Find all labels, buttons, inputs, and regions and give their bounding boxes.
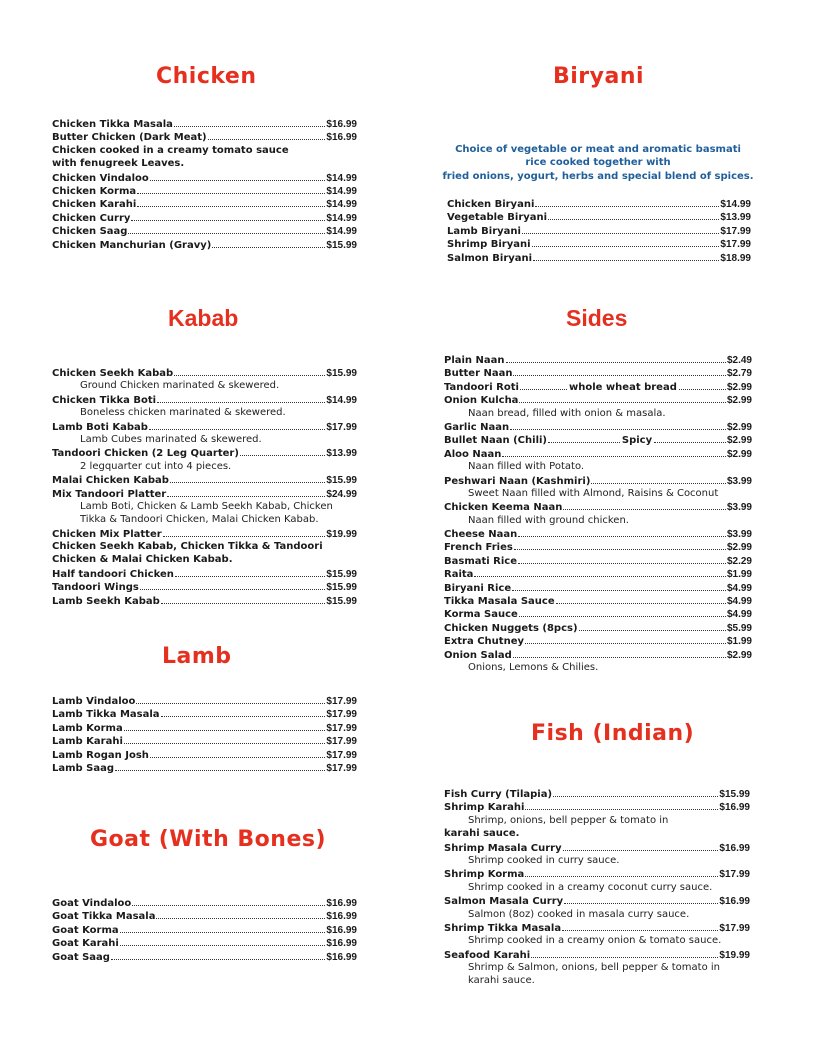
item-price: $4.99 — [726, 582, 752, 594]
item-name: Lamb Saag — [52, 762, 115, 774]
item-name: Lamb Korma — [52, 722, 123, 734]
item-price: $2.99 — [726, 421, 752, 433]
dot-leader — [157, 393, 325, 403]
item-name: Chicken Keema Naan — [444, 502, 563, 514]
item-description: Tikka & Tandoori Chicken, Malai Chicken Kabab. — [80, 514, 319, 526]
biryani-intro-line: Choice of vegetable or meat and aromatic basmati — [455, 144, 741, 155]
menu-item — [52, 734, 357, 747]
dot-leader — [111, 950, 325, 960]
dot-leader — [512, 581, 726, 591]
item-note: Spicy — [621, 435, 653, 447]
chicken-title: Chicken — [156, 64, 257, 89]
dot-leader — [553, 787, 718, 797]
menu-item — [52, 473, 357, 486]
lamb-menu — [52, 694, 357, 774]
item-name: Onion Salad — [444, 649, 512, 661]
item-name: Butter Chicken (Dark Meat) — [52, 132, 207, 144]
item-price: $17.99 — [326, 736, 357, 748]
dot-leader — [562, 921, 718, 931]
item-price: $15.99 — [326, 568, 357, 580]
item-name: Cheese Naan — [444, 529, 518, 541]
dot-leader — [548, 210, 719, 220]
menu-item — [444, 841, 750, 854]
item-price: $15.99 — [326, 582, 357, 594]
item-name: Shrimp Masala Curry — [444, 842, 562, 854]
dot-leader — [564, 894, 718, 904]
menu-item — [52, 909, 357, 922]
menu-item — [52, 896, 357, 909]
menu-item — [52, 130, 357, 143]
dot-leader — [137, 197, 325, 207]
item-price: $16.99 — [326, 938, 357, 950]
menu-item — [52, 527, 357, 540]
menu-item — [444, 380, 752, 393]
item-name: Fish Curry (Tilapia) — [444, 789, 553, 800]
menu-item — [52, 211, 357, 224]
menu-item — [444, 867, 750, 880]
item-name: Basmati Rice — [444, 555, 518, 567]
goat-title: Goat (With Bones) — [90, 827, 327, 852]
item-price: $19.99 — [326, 528, 357, 540]
menu-item — [447, 237, 751, 250]
dot-leader — [556, 594, 726, 604]
menu-item — [444, 800, 750, 813]
menu-item — [52, 923, 357, 936]
dot-leader — [132, 896, 325, 906]
item-description: Lamb Cubes marinated & skewered. — [80, 433, 262, 445]
menu-item — [52, 117, 357, 130]
item-description: Chicken Seekh Kabab, Chicken Tikka & Tandoori — [52, 541, 323, 553]
item-name: Lamb Vindaloo — [52, 696, 136, 707]
item-name: Tandoori Roti — [444, 381, 519, 393]
item-description: Chicken cooked in a creamy tomato sauce — [52, 144, 289, 156]
item-price: $19.99 — [719, 949, 750, 961]
item-name: Onion Kulcha — [444, 395, 519, 407]
item-price: $14.99 — [326, 185, 357, 197]
item-description: Ground Chicken marinated & skewered. — [80, 380, 280, 392]
biryani-intro-line: rice cooked together with — [525, 157, 671, 169]
item-name: Extra Chutney — [444, 636, 524, 648]
item-name: Tikka Masala Sauce — [444, 596, 555, 608]
item-price: $15.99 — [326, 595, 357, 607]
menu-item — [444, 607, 752, 620]
item-price: $17.99 — [326, 421, 357, 433]
menu-item — [444, 921, 750, 934]
item-price: $5.99 — [726, 622, 752, 634]
item-description: Shrimp & Salmon, onions, bell pepper & tomato in — [468, 962, 720, 974]
dot-leader — [563, 841, 719, 851]
item-price: $2.99 — [726, 448, 752, 460]
item-name: Chicken Curry — [52, 212, 131, 224]
menu-item — [52, 393, 357, 406]
dot-leader — [679, 380, 726, 390]
item-description: Naan bread, filled with onion & masala. — [468, 407, 666, 419]
dot-leader — [531, 948, 718, 958]
dot-leader — [563, 500, 726, 510]
dot-leader — [161, 594, 326, 604]
dot-leader — [654, 433, 726, 443]
item-price: $15.99 — [326, 368, 357, 379]
menu-item — [444, 366, 752, 379]
goat-menu — [52, 896, 357, 963]
kabab-menu — [52, 366, 357, 607]
dot-leader — [124, 734, 326, 744]
item-price: $3.99 — [726, 475, 752, 487]
item-name: Half tandoori Chicken — [52, 568, 174, 580]
item-name: Goat Korma — [52, 924, 119, 936]
menu-item — [444, 433, 752, 446]
dot-leader — [519, 393, 726, 403]
item-name: Shrimp Biryani — [447, 239, 531, 251]
item-description: Boneless chicken marinated & skewered. — [80, 407, 286, 419]
item-name: Chicken Tikka Masala — [52, 119, 173, 130]
lamb-title: Lamb — [162, 644, 232, 669]
menu-item — [444, 567, 752, 580]
dot-leader — [591, 474, 726, 484]
dot-leader — [131, 211, 325, 221]
item-price: $2.49 — [726, 355, 752, 366]
item-price: $16.99 — [326, 132, 357, 144]
item-price: $17.99 — [719, 869, 750, 881]
menu-item — [52, 197, 357, 210]
item-price: $16.99 — [326, 911, 357, 923]
dot-leader — [520, 380, 567, 390]
item-name: Malai Chicken Kabab — [52, 475, 169, 487]
dot-leader — [120, 936, 326, 946]
menu-item — [444, 554, 752, 567]
dot-leader — [522, 224, 719, 234]
menu-item — [52, 936, 357, 949]
menu-item — [52, 224, 357, 237]
item-description: Chicken & Malai Chicken Kabab. — [52, 554, 233, 566]
dot-leader — [513, 366, 725, 376]
item-description: Naan filled with Potato. — [468, 461, 585, 473]
item-price: $16.99 — [326, 951, 357, 963]
item-price: $2.99 — [726, 542, 752, 554]
menu-item — [52, 366, 357, 379]
menu-item — [52, 171, 357, 184]
item-name: Korma Sauce — [444, 609, 518, 621]
dot-leader — [175, 567, 326, 577]
item-name: Salmon Biryani — [447, 252, 533, 264]
sides-title: Sides — [566, 305, 628, 331]
fish-title: Fish (Indian) — [531, 721, 695, 746]
item-name: Raita — [444, 569, 474, 581]
menu-item — [444, 393, 752, 406]
biryani-title: Biryani — [553, 64, 645, 89]
item-note: whole wheat bread — [569, 381, 677, 393]
item-price: $3.99 — [726, 529, 752, 541]
dot-leader — [149, 420, 325, 430]
item-price: $15.99 — [326, 239, 357, 251]
dot-leader — [548, 433, 620, 443]
item-price: $14.99 — [326, 212, 357, 224]
menu-item — [444, 948, 750, 961]
menu-item — [444, 634, 752, 647]
item-description: Salmon (8oz) cooked in masala curry sauce. — [468, 908, 690, 920]
dot-leader — [167, 487, 325, 497]
dot-leader — [532, 237, 720, 247]
menu-item — [444, 447, 752, 460]
item-price: $4.99 — [726, 596, 752, 608]
item-price: $13.99 — [326, 448, 357, 460]
dot-leader — [137, 184, 325, 194]
menu-item — [444, 353, 752, 366]
item-price: $17.99 — [326, 722, 357, 734]
dot-leader — [150, 171, 326, 181]
dot-leader — [174, 117, 325, 127]
item-description: karahi sauce. — [468, 975, 535, 987]
item-name: Chicken Mix Platter — [52, 528, 162, 540]
item-name: Lamb Seekh Kabab — [52, 595, 160, 607]
biryani-intro-line: fried onions, yogurt, herbs and special blend of spices. — [442, 170, 754, 182]
dot-leader — [506, 353, 726, 363]
item-name: Lamb Tikka Masala — [52, 709, 160, 721]
item-name: Salmon Masala Curry — [444, 896, 564, 908]
item-price: $2.99 — [726, 381, 752, 393]
item-name: Tandoori Chicken (2 Leg Quarter) — [52, 448, 239, 460]
item-name: Lamb Rogan Josh — [52, 749, 149, 761]
item-name: Chicken Saag — [52, 226, 128, 238]
menu-item — [444, 621, 752, 634]
item-name: Goat Tikka Masala — [52, 911, 156, 923]
item-price: $3.99 — [726, 502, 752, 514]
biryani-intro — [440, 143, 756, 183]
dot-leader — [579, 621, 726, 631]
dot-leader — [115, 761, 325, 771]
item-name: Butter Naan — [444, 368, 513, 380]
menu-item — [52, 761, 357, 774]
dot-leader — [510, 420, 726, 430]
item-name: Chicken Manchurian (Gravy) — [52, 239, 212, 251]
menu-item — [52, 950, 357, 963]
dot-leader — [525, 800, 718, 810]
menu-item — [444, 648, 752, 661]
menu-item — [447, 251, 751, 264]
dot-leader — [519, 607, 726, 617]
menu-item — [444, 787, 750, 800]
item-price: $17.99 — [326, 696, 357, 707]
item-price: $14.99 — [326, 394, 357, 406]
dot-leader — [518, 554, 726, 564]
item-price: $17.99 — [719, 922, 750, 934]
item-name: Chicken Seekh Kabab — [52, 368, 174, 379]
item-name: Lamb Karahi — [52, 736, 123, 748]
item-price: $17.99 — [326, 762, 357, 774]
menu-item — [444, 594, 752, 607]
dot-leader — [513, 648, 726, 658]
item-name: Peshwari Naan (Kashmiri) — [444, 475, 591, 487]
item-description: Shrimp cooked in a creamy coconut curry sauce. — [468, 881, 713, 893]
menu-item — [447, 224, 751, 237]
dot-leader — [533, 251, 719, 261]
item-name: Chicken Biryani — [447, 199, 535, 210]
item-name: Chicken Nuggets (8pcs) — [444, 622, 578, 634]
item-name: Seafood Karahi — [444, 949, 531, 961]
item-price: $17.99 — [720, 225, 751, 237]
item-price: $14.99 — [326, 172, 357, 184]
item-name: Biryani Rice — [444, 582, 512, 594]
menu-item — [52, 748, 357, 761]
dot-leader — [240, 446, 326, 456]
dot-leader — [208, 130, 326, 140]
item-description: Sweet Naan filled with Almond, Raisins & Coconut — [468, 487, 719, 499]
dot-leader — [518, 527, 726, 537]
item-price: $24.99 — [326, 488, 357, 500]
menu-item — [52, 238, 357, 251]
item-name: Lamb Boti Kabab — [52, 421, 148, 433]
menu-item — [52, 184, 357, 197]
menu-item — [52, 594, 357, 607]
item-description: Lamb Boti, Chicken & Lamb Seekh Kabab, Chicken — [80, 500, 333, 512]
dot-leader — [502, 447, 726, 457]
dot-leader — [163, 527, 326, 537]
item-price: $2.79 — [726, 368, 752, 380]
item-name: Goat Vindaloo — [52, 898, 132, 909]
item-description: Shrimp, onions, bell pepper & tomato in — [468, 814, 669, 826]
item-name: Chicken Korma — [52, 185, 137, 197]
menu-item — [52, 446, 357, 459]
biryani-menu — [447, 197, 751, 264]
item-name: Garlic Naan — [444, 421, 510, 433]
item-price: $14.99 — [326, 199, 357, 211]
menu-item — [52, 721, 357, 734]
item-name: Tandoori Wings — [52, 582, 139, 594]
dot-leader — [124, 721, 326, 731]
item-price: $16.99 — [719, 802, 750, 814]
menu-item — [52, 420, 357, 433]
item-price: $14.99 — [720, 199, 751, 210]
item-name: French Fries — [444, 542, 513, 554]
item-price: $2.99 — [726, 395, 752, 407]
item-name: Bullet Naan (Chili) — [444, 435, 547, 447]
menu-item — [52, 707, 357, 720]
item-price: $17.99 — [326, 709, 357, 721]
item-price: $2.29 — [726, 555, 752, 567]
dot-leader — [174, 366, 325, 376]
item-price: $17.99 — [326, 749, 357, 761]
menu-item — [444, 540, 752, 553]
dot-leader — [514, 540, 726, 550]
item-price: $2.99 — [726, 649, 752, 661]
item-name: Mix Tandoori Platter — [52, 488, 167, 500]
menu-item — [444, 420, 752, 433]
menu-item — [52, 487, 357, 500]
sides-menu — [444, 353, 752, 674]
item-price: $17.99 — [720, 239, 751, 251]
menu-item — [52, 694, 357, 707]
menu-item — [444, 474, 752, 487]
menu-item — [52, 567, 357, 580]
item-price: $16.99 — [326, 119, 357, 130]
item-price: $16.99 — [719, 896, 750, 908]
dot-leader — [474, 567, 726, 577]
item-description: 2 legquarter cut into 4 pieces. — [80, 460, 232, 472]
dot-leader — [120, 923, 326, 933]
item-price: $4.99 — [726, 609, 752, 621]
item-name: Vegetable Biryani — [447, 212, 548, 224]
item-description: Onions, Lemons & Chilies. — [468, 661, 599, 673]
item-description: Naan filled with ground chicken. — [468, 514, 629, 526]
item-description: with fenugreek Leaves. — [52, 158, 185, 170]
item-description: Shrimp cooked in curry sauce. — [468, 854, 620, 866]
item-price: $15.99 — [326, 475, 357, 487]
item-price: $13.99 — [720, 212, 751, 224]
item-price: $1.99 — [726, 636, 752, 648]
menu-item — [447, 197, 751, 210]
dot-leader — [170, 473, 325, 483]
item-name: Lamb Biryani — [447, 225, 521, 237]
dot-leader — [140, 580, 326, 590]
chicken-menu — [52, 117, 357, 251]
kabab-title: Kabab — [168, 305, 239, 331]
item-name: Shrimp Korma — [444, 869, 525, 881]
item-price: $1.99 — [726, 569, 752, 581]
item-price: $2.99 — [726, 435, 753, 447]
item-price: $15.99 — [719, 789, 750, 800]
item-price: $18.99 — [720, 252, 751, 264]
menu-item — [447, 210, 751, 223]
dot-leader — [525, 867, 718, 877]
item-description: karahi sauce. — [444, 828, 520, 840]
menu-item — [444, 527, 752, 540]
item-name: Chicken Tikka Boti — [52, 394, 157, 406]
item-price: $14.99 — [326, 226, 357, 238]
item-name: Goat Karahi — [52, 938, 119, 950]
item-name: Plain Naan — [444, 355, 505, 366]
dot-leader — [150, 748, 325, 758]
item-name: Chicken Karahi — [52, 199, 137, 211]
fish-menu — [444, 787, 750, 988]
dot-leader — [156, 909, 325, 919]
dot-leader — [535, 197, 719, 207]
item-price: $16.99 — [326, 898, 357, 909]
item-name: Aloo Naan — [444, 448, 502, 460]
menu-item — [444, 581, 752, 594]
menu-item — [444, 894, 750, 907]
item-price: $16.99 — [719, 842, 750, 854]
item-price: $16.99 — [326, 924, 357, 936]
item-description: Shrimp cooked in a creamy onion & tomato sauce. — [468, 935, 722, 947]
item-name: Shrimp Tikka Masala — [444, 922, 562, 934]
dot-leader — [212, 238, 325, 248]
dot-leader — [136, 694, 325, 704]
dot-leader — [525, 634, 726, 644]
item-name: Chicken Vindaloo — [52, 172, 149, 184]
item-name: Goat Saag — [52, 951, 110, 963]
dot-leader — [161, 707, 326, 717]
dot-leader — [128, 224, 325, 234]
menu-item — [52, 580, 357, 593]
menu-item — [444, 500, 752, 513]
item-name: Shrimp Karahi — [444, 802, 525, 814]
